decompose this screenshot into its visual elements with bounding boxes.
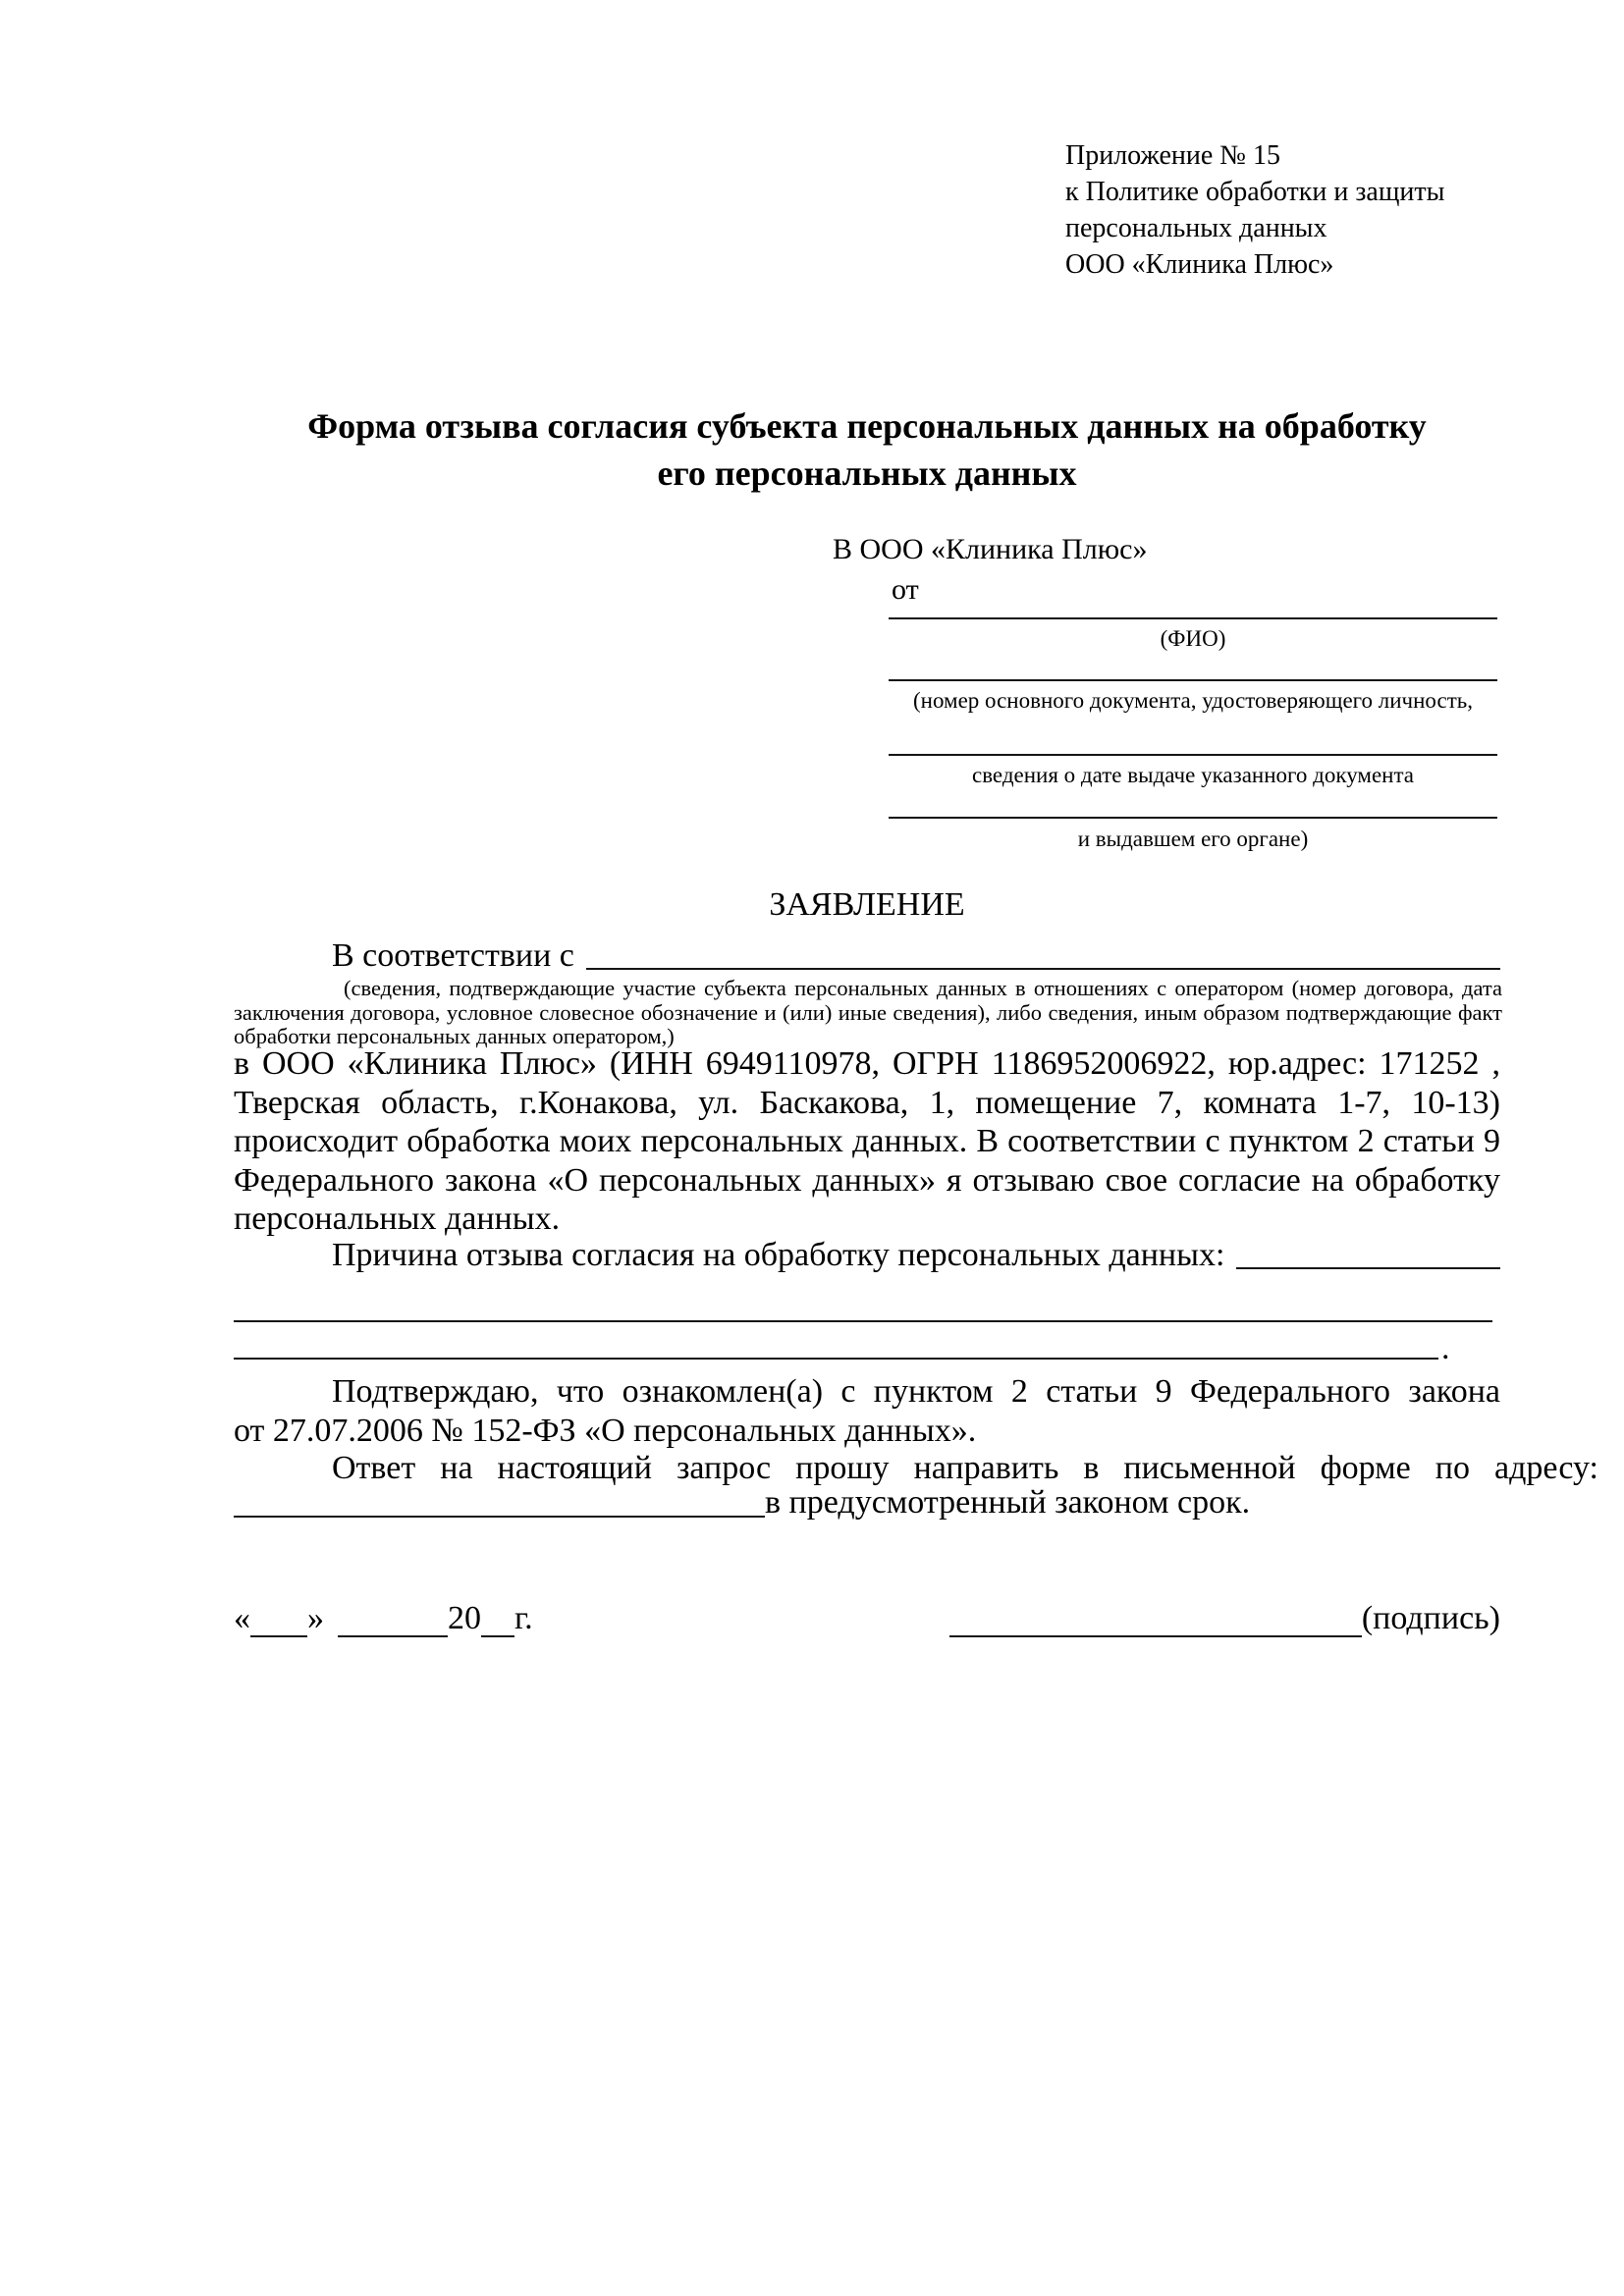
body-line: в ООО «Клиника Плюс» (ИНН 6949110978, ОГРН 1186952006922, юр.адрес: 171252 ,	[234, 1045, 1500, 1082]
form-title-line: его персональных данных	[657, 454, 1077, 493]
reason-continuation-line	[234, 1320, 1492, 1322]
from-label: от	[892, 573, 919, 606]
addressee-company: В ООО «Клиника Плюс»	[833, 533, 1148, 565]
reply-request-line: Ответ на настоящий запрос прошу направить в письменной форме по адресу:	[332, 1450, 1598, 1486]
signature-label: (подпись)	[1361, 1600, 1500, 1636]
day-blank-line	[250, 1606, 307, 1637]
signature-blank-line	[949, 1606, 1362, 1637]
signature-group	[949, 1600, 1500, 1637]
open-quote: «	[234, 1600, 250, 1636]
fine-print-line: обработки персональных данных оператором,)	[234, 1024, 675, 1048]
body-line: персональных данных.	[234, 1201, 561, 1237]
confirmation-line: Подтверждаю, что ознакомлен(а) с пунктом 2 статьи 9 Федерального закона	[332, 1373, 1500, 1410]
year-suffix: г.	[514, 1600, 533, 1636]
appendix-note-line: персональных данных	[1065, 213, 1327, 243]
appendix-note-line: ООО «Клиника Плюс»	[1065, 249, 1334, 280]
issue-date-label: сведения о дате выдаче указанного документа	[971, 763, 1415, 787]
form-title-line: Форма отзыва согласия субъекта персональных данных на обработку	[307, 406, 1427, 446]
issue-date-blank-line	[889, 754, 1497, 756]
reason-blank-line	[1236, 1267, 1500, 1269]
reason-prefix: Причина отзыва согласия на обработку персональных данных:	[332, 1237, 1225, 1273]
reason-row	[234, 1235, 1500, 1274]
doc-number-label: (номер основного документа, удостоверяющего личность,	[912, 688, 1473, 713]
reply-address-row	[234, 1484, 1500, 1522]
fio-label: (ФИО)	[1160, 626, 1226, 651]
reason-continuation-line	[234, 1358, 1438, 1360]
basis-row	[234, 935, 1500, 975]
fine-print	[234, 977, 1502, 1049]
issuer-blank-line	[889, 817, 1497, 819]
fine-print-line: заключения договора, условное словесное обозначение и (или) иные сведения), либо сведения, иным образом подтверждающие факт	[234, 999, 1502, 1025]
year-prefix: 20	[448, 1600, 481, 1636]
fio-blank-line	[889, 617, 1497, 619]
fine-print-line: (сведения, подтверждающие участие субъекта персональных данных в отношениях с оператором (номер договора, дата	[344, 976, 1502, 1000]
body-line: Федерального закона «О персональных данных» я отзываю свое согласие на обработку	[234, 1161, 1500, 1199]
reply-deadline-text: в предусмотренный законом срок.	[765, 1484, 1251, 1521]
period-after-blank: .	[1441, 1330, 1450, 1366]
doc-number-blank-line	[889, 679, 1497, 681]
month-blank-line	[338, 1606, 448, 1637]
year-blank-line	[481, 1606, 514, 1637]
confirmation-paragraph	[234, 1372, 1500, 1451]
close-quote: »	[307, 1600, 324, 1636]
body-line: Тверская область, г.Конакова, ул. Баскакова, 1, помещение 7, комната 1-7, 10-13)	[234, 1084, 1500, 1121]
confirmation-line: от 27.07.2006 № 152-ФЗ «О персональных данных».	[234, 1413, 977, 1449]
signature-row	[234, 1596, 1500, 1637]
basis-prefix: В соответствии с	[332, 937, 574, 974]
statement-heading: ЗАЯВЛЕНИЕ	[769, 886, 965, 923]
issuer-label: и выдавшем его органе)	[1077, 827, 1309, 851]
address-blank-line	[234, 1516, 765, 1518]
appendix-note	[1065, 137, 1527, 283]
basis-blank-line	[586, 968, 1500, 970]
body-line: происходит обработка моих персональных данных. В соответствии с пунктом 2 статьи 9	[234, 1123, 1500, 1159]
date-group	[234, 1600, 533, 1637]
appendix-note-line: к Политике обработки и защиты	[1065, 177, 1445, 207]
form-title	[234, 402, 1500, 497]
statement-body	[234, 1044, 1500, 1239]
appendix-note-line: Приложение № 15	[1065, 140, 1280, 171]
